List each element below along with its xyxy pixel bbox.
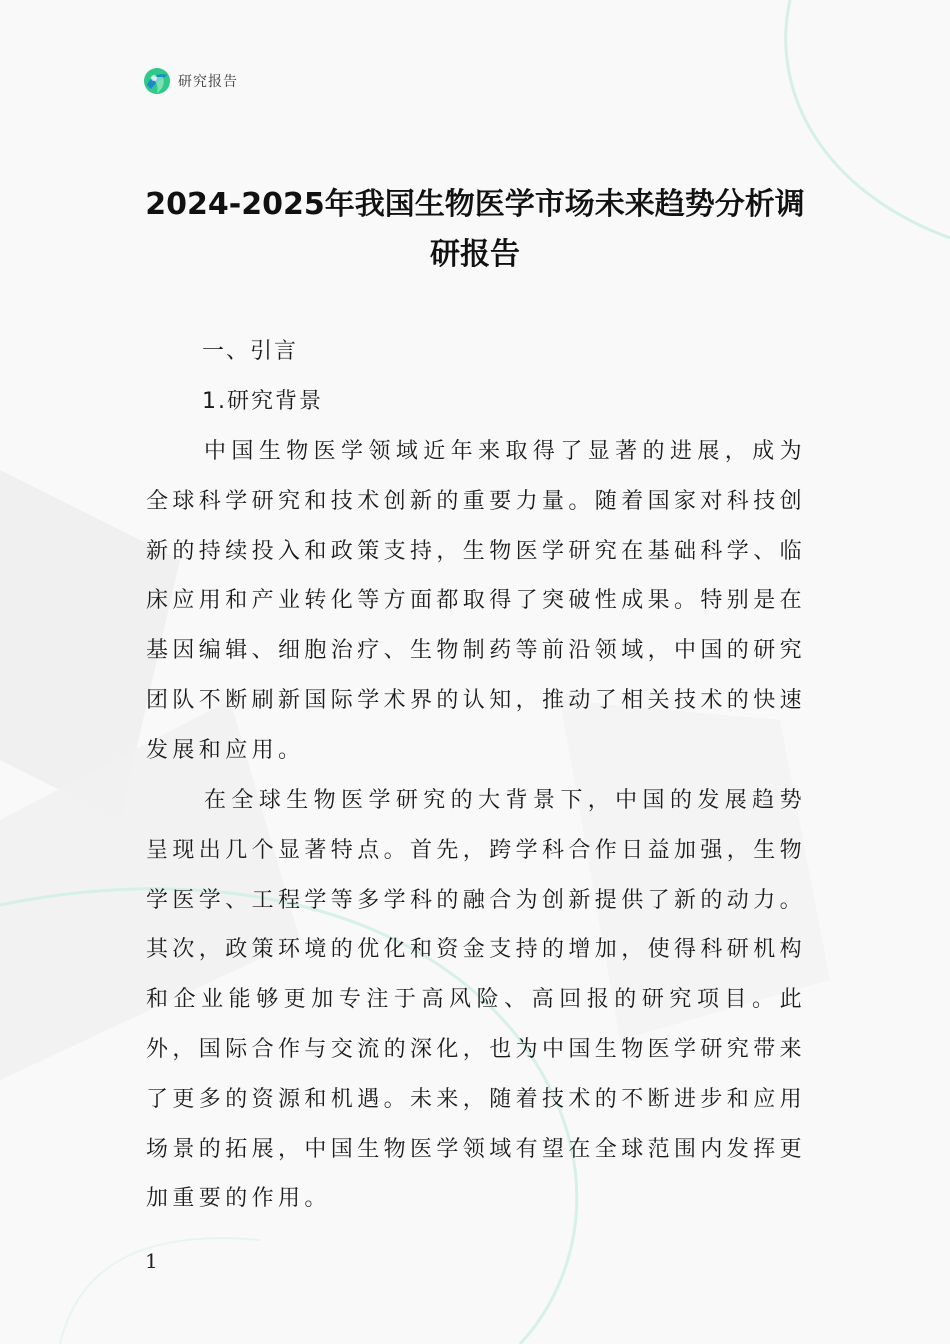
body-paragraph-1: 中国生物医学领域近年来取得了显著的进展，成为全球科学研究和技术创新的重要力量。随着国家对科技创新的持续投入和政策支持，生物医学研究在基础科学、临床应用和产业转化等方面都取得了突破性成果。特别是在基因编辑、细胞治疗、生物制药等前沿领域，中国的研究团队不断刷新国际学术界的认知，推动了相关技术的快速发展和应用。 <box>146 439 807 763</box>
green-swirl-logo-icon <box>143 67 171 95</box>
page-header <box>143 66 238 96</box>
title-line-1: 2024-2025年我国生物医学市场未来趋势分析调 <box>145 187 805 222</box>
header-label: 研究报告 <box>178 74 238 90</box>
section-subheading: 1.研究背景 <box>202 389 323 414</box>
body-paragraph-2: 在全球生物医学研究的大背景下，中国的发展趋势呈现出几个显著特点。首先，跨学科合作日益加强，生物学医学、工程学等多学科的融合为创新提供了新的动力。其次，政策环境的优化和资金支持的增加，使得科研机构和企业能够更加专注于高风险、高回报的研究项目。此外，国际合作与交流的深化，也为中国生物医学研究带来了更多的资源和机遇。未来，随着技术的不断进步和应用场景的拓展，中国生物医学领域有望在全球范围内发挥更加重要的作用。 <box>146 788 807 1212</box>
section-heading: 一、引言 <box>202 339 299 364</box>
page-number: 1 <box>145 1249 158 1273</box>
title-line-2: 研报告 <box>430 237 520 272</box>
document-title <box>130 180 820 280</box>
